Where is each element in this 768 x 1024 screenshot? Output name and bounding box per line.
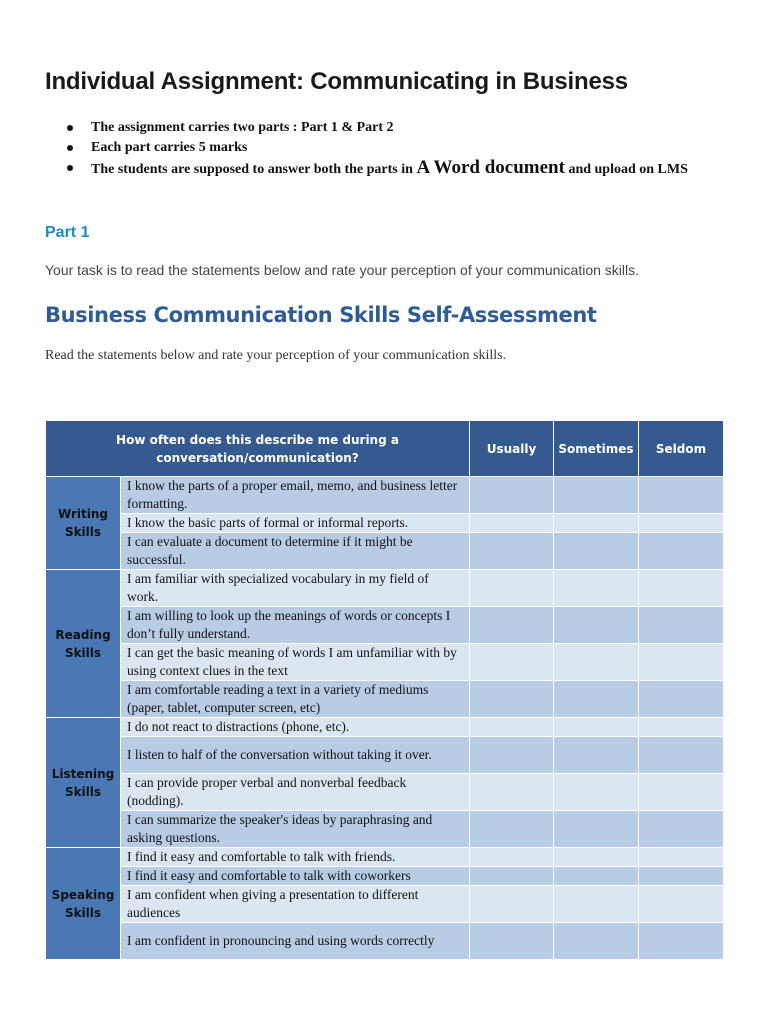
rating-usually-cell[interactable]: [470, 533, 554, 570]
rating-seldom-cell[interactable]: [639, 923, 724, 960]
rating-sometimes-cell[interactable]: [554, 607, 639, 644]
rating-seldom-cell[interactable]: [639, 681, 724, 718]
statement-cell: I can summarize the speaker's ideas by paraphrasing and asking questions.: [121, 811, 470, 848]
rating-seldom-cell[interactable]: [639, 811, 724, 848]
rating-usually-cell[interactable]: [470, 607, 554, 644]
table-row: [46, 681, 724, 718]
table-row: [46, 867, 724, 886]
rating-seldom-cell[interactable]: [639, 886, 724, 923]
statement-cell: I can evaluate a document to determine if it might be successful.: [121, 533, 470, 570]
table-row: [46, 848, 724, 867]
table-row: [46, 514, 724, 533]
rating-usually-cell[interactable]: [470, 570, 554, 607]
rating-sometimes-cell[interactable]: [554, 737, 639, 774]
part-heading: Part 1: [45, 224, 90, 241]
bullet-text: The students are supposed to answer both the parts in: [91, 162, 417, 177]
statement-cell: I am comfortable reading a text in a variety of mediums (paper, tablet, computer screen, etc): [121, 681, 470, 718]
table-row: [46, 718, 724, 737]
rating-sometimes-cell[interactable]: [554, 477, 639, 514]
rating-usually-cell[interactable]: [470, 681, 554, 718]
rating-seldom-cell[interactable]: [639, 607, 724, 644]
rating-seldom-cell[interactable]: [639, 570, 724, 607]
rating-sometimes-cell[interactable]: [554, 867, 639, 886]
rating-sometimes-cell[interactable]: [554, 681, 639, 718]
skill-category: Speaking Skills: [46, 848, 121, 960]
statement-cell: I can provide proper verbal and nonverbal feedback (nodding).: [121, 774, 470, 811]
rating-seldom-cell[interactable]: [639, 718, 724, 737]
header-seldom: Seldom: [639, 421, 724, 477]
rating-seldom-cell[interactable]: [639, 848, 724, 867]
table-row: [46, 607, 724, 644]
assignment-bullet-list: [67, 118, 727, 180]
rating-usually-cell[interactable]: [470, 514, 554, 533]
rating-usually-cell[interactable]: [470, 811, 554, 848]
table-row: [46, 811, 724, 848]
statement-cell: I listen to half of the conversation without taking it over.: [121, 737, 470, 774]
table-row: [46, 886, 724, 923]
statement-cell: I can get the basic meaning of words I am unfamiliar with by using context clues in the text: [121, 644, 470, 681]
rating-usually-cell[interactable]: [470, 923, 554, 960]
table-row: [46, 570, 724, 607]
bullet-text: and upload on LMS: [564, 162, 688, 177]
statement-cell: I am confident when giving a presentation to different audiences: [121, 886, 470, 923]
rating-usually-cell[interactable]: [470, 644, 554, 681]
rating-sometimes-cell[interactable]: [554, 811, 639, 848]
rating-sometimes-cell[interactable]: [554, 923, 639, 960]
header-usually: Usually: [470, 421, 554, 477]
statement-cell: I am willing to look up the meanings of words or concepts I don’t fully understand.: [121, 607, 470, 644]
table-row: [46, 923, 724, 960]
rating-sometimes-cell[interactable]: [554, 533, 639, 570]
rating-sometimes-cell[interactable]: [554, 774, 639, 811]
bullet-emphasis: A Word document: [416, 157, 565, 178]
bullet-item: The assignment carries two parts : Part 1 & Part 2: [67, 118, 727, 138]
rating-sometimes-cell[interactable]: [554, 848, 639, 867]
statement-cell: I am confident in pronouncing and using words correctly: [121, 923, 470, 960]
rating-seldom-cell[interactable]: [639, 533, 724, 570]
rating-seldom-cell[interactable]: [639, 737, 724, 774]
rating-seldom-cell[interactable]: [639, 774, 724, 811]
intro-text: Read the statements below and rate your perception of your communication skills.: [45, 348, 507, 363]
header-question: How often does this describe me during a conversation/communication?: [46, 421, 470, 477]
rating-seldom-cell[interactable]: [639, 867, 724, 886]
self-assessment-table: [45, 420, 724, 960]
statement-cell: I find it easy and comfortable to talk with coworkers: [121, 867, 470, 886]
table-row: [46, 774, 724, 811]
task-text: Your task is to read the statements below and rate your perception of your communication skills.: [45, 262, 640, 278]
section-title: Business Communication Skills Self-Assessment: [45, 303, 597, 327]
rating-sometimes-cell[interactable]: [554, 886, 639, 923]
rating-sometimes-cell[interactable]: [554, 514, 639, 533]
rating-usually-cell[interactable]: [470, 848, 554, 867]
rating-usually-cell[interactable]: [470, 867, 554, 886]
bullet-item: [67, 158, 727, 180]
rating-usually-cell[interactable]: [470, 737, 554, 774]
rating-usually-cell[interactable]: [470, 774, 554, 811]
table-header-row: [46, 421, 724, 477]
table-row: [46, 737, 724, 774]
table-row: [46, 644, 724, 681]
rating-seldom-cell[interactable]: [639, 644, 724, 681]
table-row: [46, 533, 724, 570]
rating-usually-cell[interactable]: [470, 886, 554, 923]
header-sometimes: Sometimes: [554, 421, 639, 477]
statement-cell: I am familiar with specialized vocabulary in my field of work.: [121, 570, 470, 607]
skill-category: Listening Skills: [46, 718, 121, 848]
skill-category: Reading Skills: [46, 570, 121, 718]
rating-seldom-cell[interactable]: [639, 514, 724, 533]
statement-cell: I know the basic parts of formal or informal reports.: [121, 514, 470, 533]
table-row: [46, 477, 724, 514]
statement-cell: I do not react to distractions (phone, etc).: [121, 718, 470, 737]
rating-usually-cell[interactable]: [470, 718, 554, 737]
statement-cell: I find it easy and comfortable to talk with friends.: [121, 848, 470, 867]
skill-category: Writing Skills: [46, 477, 121, 570]
bullet-item: Each part carries 5 marks: [67, 138, 727, 158]
rating-sometimes-cell[interactable]: [554, 644, 639, 681]
document-title: Individual Assignment: Communicating in Business: [45, 68, 628, 95]
statement-cell: I know the parts of a proper email, memo, and business letter formatting.: [121, 477, 470, 514]
rating-sometimes-cell[interactable]: [554, 570, 639, 607]
rating-usually-cell[interactable]: [470, 477, 554, 514]
rating-sometimes-cell[interactable]: [554, 718, 639, 737]
rating-seldom-cell[interactable]: [639, 477, 724, 514]
